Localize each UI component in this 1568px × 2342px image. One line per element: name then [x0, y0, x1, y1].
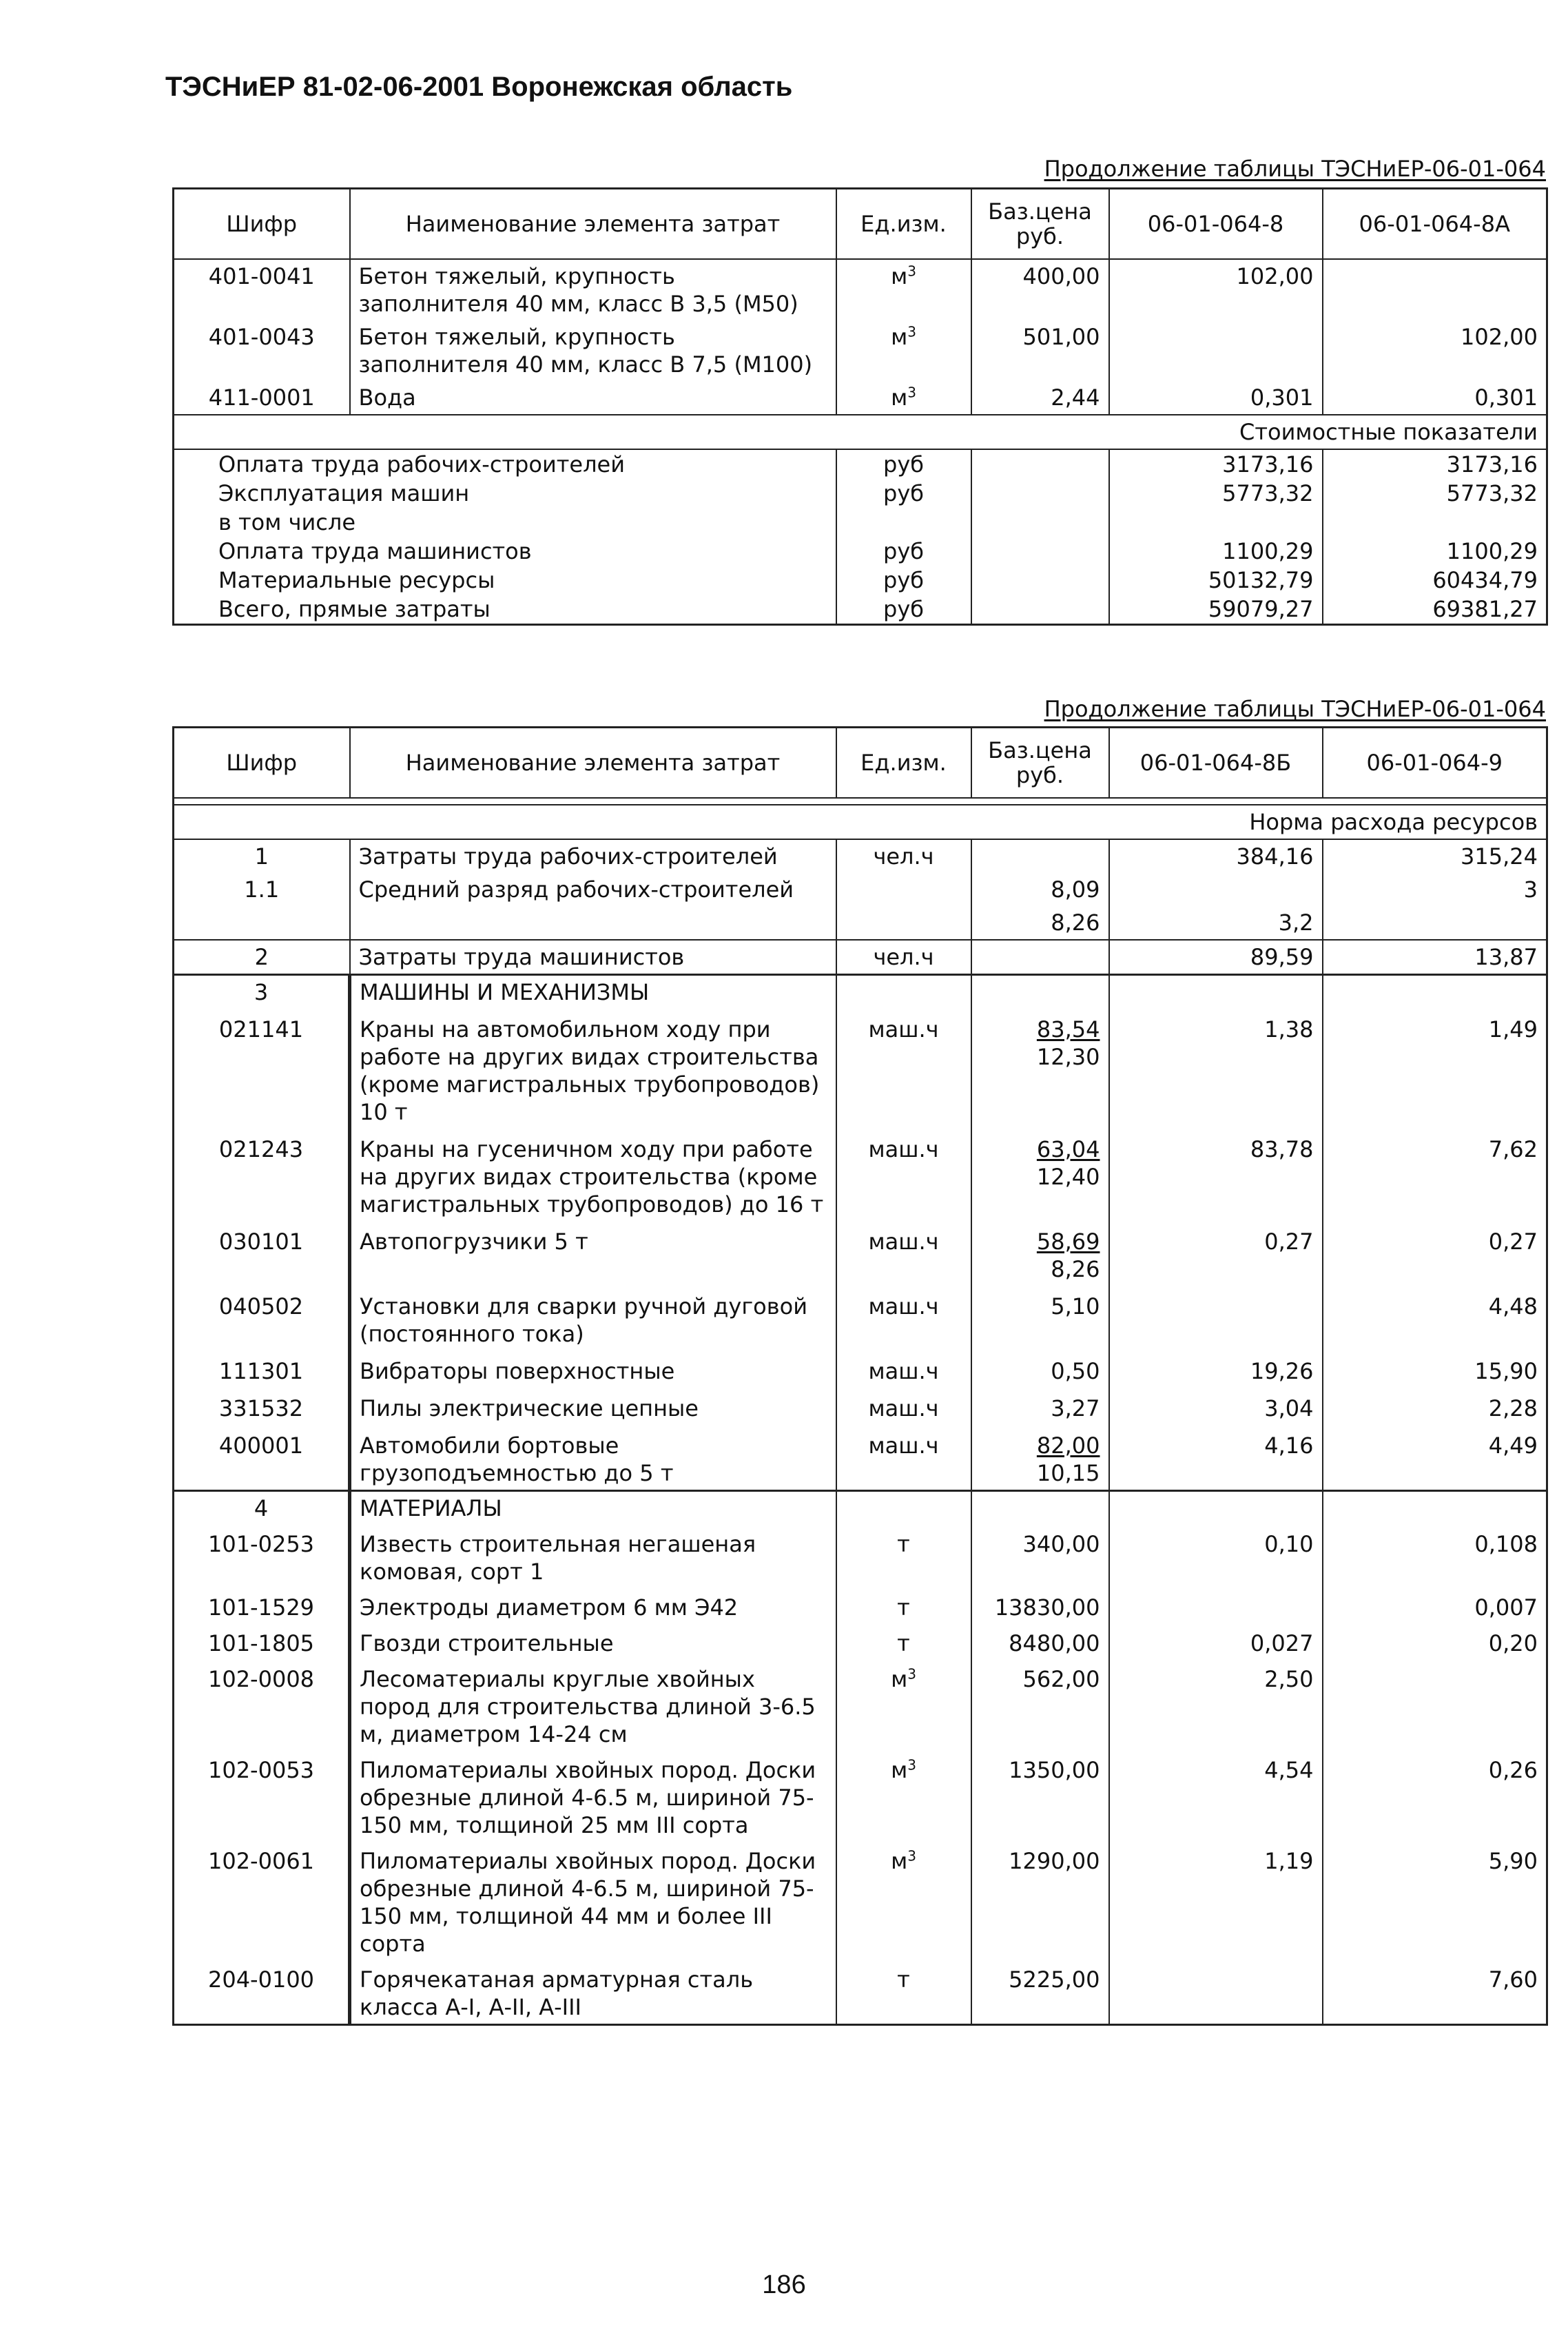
section-title: МАТЕРИАЛЫ [350, 1491, 836, 1526]
table1-header-row [174, 189, 1547, 260]
cell-name: Установки для сварки ручной дуговой (постоянного тока) [350, 1286, 836, 1350]
cell-value-1: 1,38 [1109, 1009, 1323, 1129]
col-header-name: Наименование элемента затрат [350, 189, 836, 260]
blank-row-cell [174, 798, 1547, 805]
price-main: 63,04 [1036, 1136, 1100, 1162]
cell-value-1 [1109, 320, 1323, 381]
cell-price: 340,00 [971, 1525, 1109, 1588]
table-row [174, 320, 1547, 381]
col-header-v2: 06-01-064-9 [1323, 728, 1547, 799]
cell-name [350, 906, 836, 940]
cell-price [971, 1425, 1109, 1491]
cell-name: Электроды диаметром 6 мм Э42 [350, 1588, 836, 1624]
price-main: 58,69 [1036, 1229, 1100, 1255]
labor-row [174, 940, 1547, 975]
cost-value-2: 69381,27 [1323, 595, 1547, 625]
cell-value-2 [1323, 906, 1547, 940]
cost-row [174, 537, 1547, 566]
cost-value-2: 1100,29 [1323, 537, 1547, 566]
col-header-v1: 06-01-064-8 [1109, 189, 1323, 260]
cell-value-1: 102,00 [1109, 259, 1323, 320]
cell-price: 13830,00 [971, 1588, 1109, 1624]
cell-unit: $м^3$ [836, 320, 971, 381]
cell-code: 111301 [174, 1350, 350, 1388]
table-row [174, 259, 1547, 320]
cell-unit: маш.ч [836, 1129, 971, 1221]
cost-name: Всего, прямые затраты [174, 595, 836, 625]
cell-value-2: 0,007 [1323, 1588, 1547, 1624]
cell-name: Бетон тяжелый, крупность заполнителя 40 мм, класс В 3,5 (М50) [350, 259, 836, 320]
cost-value-2: 3173,16 [1323, 449, 1547, 479]
cell-code: 040502 [174, 1286, 350, 1350]
cost-row [174, 479, 1547, 508]
cost-price [971, 508, 1109, 537]
cell-unit: маш.ч [836, 1286, 971, 1350]
cost-price [971, 566, 1109, 595]
cell-name: Пиломатериалы хвойных пород. Доски обрезные длиной 4-6.5 м, шириной 75-150 мм, толщиной 25 мм III сорта [350, 1751, 836, 1842]
material-row [174, 1660, 1547, 1751]
cell-name: Затраты труда машинистов [350, 940, 836, 975]
cost-unit [836, 508, 971, 537]
cell-unit: маш.ч [836, 1009, 971, 1129]
cost-row [174, 449, 1547, 479]
cost-value-2 [1323, 508, 1547, 537]
price-operator-wage: 12,40 [1036, 1164, 1100, 1190]
price-operator-wage: 10,15 [1036, 1460, 1100, 1486]
section-v2 [1323, 975, 1547, 1009]
materials-section-row [174, 1491, 1547, 1526]
section-v2 [1323, 1491, 1547, 1526]
cell-unit: чел.ч [836, 839, 971, 873]
cell-value-2: 13,87 [1323, 940, 1547, 975]
price-operator-wage: 8,26 [1051, 1256, 1100, 1282]
machine-row [174, 1425, 1547, 1491]
cell-value-1 [1109, 873, 1323, 906]
cell-value-2: 0,27 [1323, 1221, 1547, 1286]
cell-unit: чел.ч [836, 940, 971, 975]
cell-price [971, 1350, 1109, 1388]
norm-header-label: Норма расхода ресурсов [174, 805, 1547, 839]
cell-value-1: 0,27 [1109, 1221, 1323, 1286]
cell-unit: $м^3$ [836, 1660, 971, 1751]
cell-unit: т [836, 1624, 971, 1660]
cell-value-2: 0,301 [1323, 381, 1547, 415]
cell-code: 030101 [174, 1221, 350, 1286]
cost-value-1: 59079,27 [1109, 595, 1323, 625]
cell-value-1: 89,59 [1109, 940, 1323, 975]
cost-price [971, 537, 1109, 566]
cell-value-2: 4,48 [1323, 1286, 1547, 1350]
cell-code [174, 906, 350, 940]
cell-unit: $м^3$ [836, 259, 971, 320]
price-main: 0,50 [1051, 1358, 1100, 1384]
cell-value-1: 0,301 [1109, 381, 1323, 415]
table-row [174, 381, 1547, 415]
cost-value-1: 1100,29 [1109, 537, 1323, 566]
cell-value-1: 83,78 [1109, 1129, 1323, 1221]
col-header-price: Баз.цена руб. [971, 189, 1109, 260]
cell-price: 8,26 [971, 906, 1109, 940]
cell-code: 1 [174, 839, 350, 873]
cost-unit: руб [836, 479, 971, 508]
cell-price [971, 1286, 1109, 1350]
labor-row [174, 839, 1547, 873]
cell-code: 204-0100 [174, 1960, 350, 2025]
machine-row [174, 1350, 1547, 1388]
col-header-v1: 06-01-064-8Б [1109, 728, 1323, 799]
cell-code: 021141 [174, 1009, 350, 1129]
cell-unit [836, 906, 971, 940]
cell-value-2: 4,49 [1323, 1425, 1547, 1491]
material-row [174, 1842, 1547, 1960]
section-code: 3 [174, 975, 350, 1009]
cell-price [971, 1009, 1109, 1129]
cell-price [971, 839, 1109, 873]
col-header-unit: Ед.изм. [836, 189, 971, 260]
cell-name: Средний разряд рабочих-строителей [350, 873, 836, 906]
cell-unit: $м^3$ [836, 1751, 971, 1842]
cost-name: Оплата труда рабочих-строителей [174, 449, 836, 479]
cell-price [971, 1129, 1109, 1221]
cell-value-1: 2,50 [1109, 1660, 1323, 1751]
norm-header-row [174, 805, 1547, 839]
cost-name: Оплата труда машинистов [174, 537, 836, 566]
cell-value-2: 0,108 [1323, 1525, 1547, 1588]
cell-value-1 [1109, 1588, 1323, 1624]
cell-name: Пилы электрические цепные [350, 1388, 836, 1425]
cell-code: 102-0053 [174, 1751, 350, 1842]
price-main: 3,27 [1051, 1395, 1100, 1421]
cell-name: Затраты труда рабочих-строителей [350, 839, 836, 873]
cell-value-2: 5,90 [1323, 1842, 1547, 1960]
price-main: 5,10 [1051, 1293, 1100, 1319]
cost-indicators-row [174, 415, 1547, 449]
cell-value-1 [1109, 1960, 1323, 2025]
cell-code: 102-0061 [174, 1842, 350, 1960]
cell-unit: $м^3$ [836, 1842, 971, 1960]
cell-code: 101-1805 [174, 1624, 350, 1660]
cell-code: 2 [174, 940, 350, 975]
machine-row [174, 1009, 1547, 1129]
cell-code: 021243 [174, 1129, 350, 1221]
cell-unit: т [836, 1588, 971, 1624]
cost-indicators-label: Стоимостные показатели [174, 415, 1547, 449]
labor-row [174, 906, 1547, 940]
cost-unit: руб [836, 595, 971, 625]
cell-code: 102-0008 [174, 1660, 350, 1751]
cell-code: 101-0253 [174, 1525, 350, 1588]
cell-value-2: 15,90 [1323, 1350, 1547, 1388]
cost-row [174, 566, 1547, 595]
cell-code: 401-0041 [174, 259, 350, 320]
cell-value-2 [1323, 1660, 1547, 1751]
cost-unit: руб [836, 537, 971, 566]
cell-price: 2,44 [971, 381, 1109, 415]
cell-price: 8,09 [971, 873, 1109, 906]
col-header-price: Баз.цена руб. [971, 728, 1109, 799]
cell-unit: маш.ч [836, 1221, 971, 1286]
cost-value-1: 3173,16 [1109, 449, 1323, 479]
document-title: ТЭСНиЕР 81-02-06-2001 Воронежская область [165, 72, 793, 102]
cost-price [971, 479, 1109, 508]
table1-continuation: Продолжение таблицы ТЭСНиЕР-06-01-064 [1044, 156, 1546, 182]
cell-value-2: 7,60 [1323, 1960, 1547, 2025]
cell-name: Лесоматериалы круглые хвойных пород для строительства длиной 3-6.5 м, диаметром 14-24 см [350, 1660, 836, 1751]
cell-price: 1350,00 [971, 1751, 1109, 1842]
cell-value-1 [1109, 1286, 1323, 1350]
cell-value-1: 0,10 [1109, 1525, 1323, 1588]
cell-price [971, 1221, 1109, 1286]
cell-value-2 [1323, 259, 1547, 320]
cell-unit: т [836, 1960, 971, 2025]
cell-name: Краны на гусеничном ходу при работе на других видах строительства (кроме магистральных трубопроводов) до 16 т [350, 1129, 836, 1221]
cost-row [174, 595, 1547, 625]
cell-code: 1.1 [174, 873, 350, 906]
cell-name: Автомобили бортовые грузоподъемностью до 5 т [350, 1425, 836, 1491]
cost-value-1: 50132,79 [1109, 566, 1323, 595]
cost-value-2: 5773,32 [1323, 479, 1547, 508]
cell-name: Вибраторы поверхностные [350, 1350, 836, 1388]
cell-value-1: 1,19 [1109, 1842, 1323, 1960]
cell-value-2: 102,00 [1323, 320, 1547, 381]
cell-price [971, 1388, 1109, 1425]
cell-code: 401-0043 [174, 320, 350, 381]
section-price [971, 975, 1109, 1009]
cell-name: Вода [350, 381, 836, 415]
cell-name: Гвозди строительные [350, 1624, 836, 1660]
cell-value-1: 0,027 [1109, 1624, 1323, 1660]
section-v1 [1109, 1491, 1323, 1526]
cell-name: Краны на автомобильном ходу при работе на других видах строительства (кроме магистральных трубопроводов) 10 т [350, 1009, 836, 1129]
cell-price: 5225,00 [971, 1960, 1109, 2025]
section-unit [836, 1491, 971, 1526]
cell-name: Пиломатериалы хвойных пород. Доски обрезные длиной 4-6.5 м, шириной 75-150 мм, толщиной 44 мм и более III сорта [350, 1842, 836, 1960]
cell-value-2: 0,26 [1323, 1751, 1547, 1842]
cell-value-1: 19,26 [1109, 1350, 1323, 1388]
cell-code: 411-0001 [174, 381, 350, 415]
cost-name: Материальные ресурсы [174, 566, 836, 595]
machine-row [174, 1129, 1547, 1221]
cost-unit: руб [836, 449, 971, 479]
cost-value-2: 60434,79 [1323, 566, 1547, 595]
cell-name: Автопогрузчики 5 т [350, 1221, 836, 1286]
machine-row [174, 1221, 1547, 1286]
section-v1 [1109, 975, 1323, 1009]
col-header-name: Наименование элемента затрат [350, 728, 836, 799]
cell-code: 331532 [174, 1388, 350, 1425]
cell-value-2: 315,24 [1323, 839, 1547, 873]
price-operator-wage: 12,30 [1036, 1044, 1100, 1070]
material-row [174, 1960, 1547, 2025]
material-row [174, 1624, 1547, 1660]
cell-price: 501,00 [971, 320, 1109, 381]
cost-value-1 [1109, 508, 1323, 537]
cell-unit: маш.ч [836, 1425, 971, 1491]
cell-value-2: 1,49 [1323, 1009, 1547, 1129]
cell-value-2: 7,62 [1323, 1129, 1547, 1221]
cell-name: Бетон тяжелый, крупность заполнителя 40 мм, класс В 7,5 (М100) [350, 320, 836, 381]
cell-price: 562,00 [971, 1660, 1109, 1751]
machines-section-row [174, 975, 1547, 1009]
table2 [172, 726, 1548, 2026]
cell-value-1: 384,16 [1109, 839, 1323, 873]
cost-price [971, 595, 1109, 625]
cell-value-1: 4,16 [1109, 1425, 1323, 1491]
table1 [172, 187, 1548, 626]
cost-name: Эксплуатация машин [174, 479, 836, 508]
blank-row [174, 798, 1547, 805]
cost-unit: руб [836, 566, 971, 595]
cell-value-1: 4,54 [1109, 1751, 1323, 1842]
page-number: 186 [762, 2270, 806, 2299]
material-row [174, 1588, 1547, 1624]
cell-price: 400,00 [971, 259, 1109, 320]
cell-value-1: 3,2 [1109, 906, 1323, 940]
machine-row [174, 1286, 1547, 1350]
cell-unit: т [836, 1525, 971, 1588]
cell-price: 1290,00 [971, 1842, 1109, 1960]
cell-unit: $м^3$ [836, 381, 971, 415]
col-header-code: Шифр [174, 189, 350, 260]
cell-unit: маш.ч [836, 1350, 971, 1388]
labor-row [174, 873, 1547, 906]
cell-unit: маш.ч [836, 1388, 971, 1425]
cost-name: в том числе [174, 508, 836, 537]
material-row [174, 1751, 1547, 1842]
section-code: 4 [174, 1491, 350, 1526]
cell-name: Горячекатаная арматурная сталь класса А-I, А-II, А-III [350, 1960, 836, 2025]
cell-price: 8480,00 [971, 1624, 1109, 1660]
section-price [971, 1491, 1109, 1526]
cell-code: 101-1529 [174, 1588, 350, 1624]
machine-row [174, 1388, 1547, 1425]
cell-code: 400001 [174, 1425, 350, 1491]
cell-value-2: 2,28 [1323, 1388, 1547, 1425]
col-header-code: Шифр [174, 728, 350, 799]
cost-row [174, 508, 1547, 537]
table2-header-row [174, 728, 1547, 799]
cell-value-2: 3 [1323, 873, 1547, 906]
cell-value-2: 0,20 [1323, 1624, 1547, 1660]
col-header-v2: 06-01-064-8А [1323, 189, 1547, 260]
col-header-unit: Ед.изм. [836, 728, 971, 799]
cell-name: Известь строительная негашеная комовая, сорт 1 [350, 1525, 836, 1588]
cost-value-1: 5773,32 [1109, 479, 1323, 508]
cost-price [971, 449, 1109, 479]
cell-price [971, 940, 1109, 975]
section-title: МАШИНЫ И МЕХАНИЗМЫ [350, 975, 836, 1009]
section-unit [836, 975, 971, 1009]
cell-value-1: 3,04 [1109, 1388, 1323, 1425]
table2-continuation: Продолжение таблицы ТЭСНиЕР-06-01-064 [1044, 696, 1546, 722]
price-main: 82,00 [1036, 1432, 1100, 1459]
material-row [174, 1525, 1547, 1588]
cell-unit [836, 873, 971, 906]
price-main: 83,54 [1036, 1016, 1100, 1042]
